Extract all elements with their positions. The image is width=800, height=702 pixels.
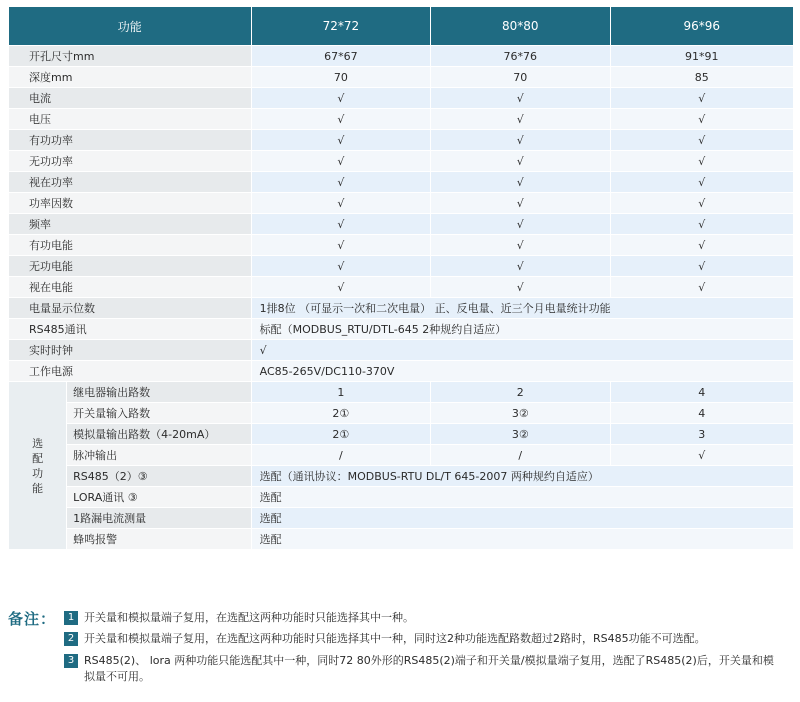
table-row — [9, 319, 793, 339]
row-label: 模拟量输出路数（4-20mA） — [67, 424, 250, 444]
table-row — [9, 382, 793, 402]
row-value: 4 — [611, 382, 793, 402]
table-row — [9, 361, 793, 381]
row-value: √ — [611, 445, 793, 465]
note-text: 开关量和模拟量端子复用，在选配这两种功能时只能选择其中一种。 — [84, 611, 414, 624]
row-value: √ — [611, 130, 793, 150]
row-label: 有功电能 — [9, 235, 251, 255]
row-label: 无功功率 — [9, 151, 251, 171]
table-row — [9, 214, 793, 234]
row-value: √ — [611, 235, 793, 255]
table-row — [9, 487, 793, 507]
row-value: √ — [611, 214, 793, 234]
row-label: 电量显示位数 — [9, 298, 251, 318]
row-value: 91*91 — [611, 46, 793, 66]
row-value: 85 — [611, 67, 793, 87]
row-value: √ — [611, 256, 793, 276]
row-value: 3② — [431, 403, 609, 423]
row-value: √ — [252, 256, 430, 276]
table-row — [9, 130, 793, 150]
table-row — [9, 445, 793, 465]
header-row — [9, 7, 793, 45]
header-96: 96*96 — [611, 7, 793, 45]
row-label: 深度mm — [9, 67, 251, 87]
row-value: 2① — [252, 424, 430, 444]
row-label: 工作电源 — [9, 361, 251, 381]
table-row — [9, 109, 793, 129]
row-label: 蜂鸣报警 — [67, 529, 250, 549]
note-number: 3 — [64, 654, 78, 668]
row-value: √ — [252, 214, 430, 234]
note-text: RS485(2)、 lora 两种功能只能选配其中一种，同时72 80外形的RS485(2)端子和开关量/模拟量端子复用，选配了RS485(2)后，开关量和模拟量不可用。 — [84, 654, 774, 683]
row-value: √ — [252, 109, 430, 129]
row-value-span: √ — [252, 340, 793, 360]
row-value: 1 — [252, 382, 430, 402]
row-value: √ — [431, 256, 609, 276]
optional-group-label — [9, 382, 66, 549]
row-value: √ — [431, 277, 609, 297]
row-value-span: 选配（通讯协议：MODBUS-RTU DL/T 645-2007 两种规约自适应） — [252, 466, 793, 486]
spec-table — [8, 6, 794, 550]
row-label: 开孔尺寸mm — [9, 46, 251, 66]
table-row — [9, 403, 793, 423]
header-80: 80*80 — [431, 7, 609, 45]
row-value: √ — [431, 130, 609, 150]
row-label: 脉冲输出 — [67, 445, 250, 465]
header-72: 72*72 — [252, 7, 430, 45]
row-value: / — [431, 445, 609, 465]
note-number: 1 — [64, 611, 78, 625]
row-value: 76*76 — [431, 46, 609, 66]
table-row — [9, 256, 793, 276]
row-value: 70 — [252, 67, 430, 87]
row-value: √ — [611, 172, 793, 192]
row-value: √ — [431, 88, 609, 108]
table-row — [9, 193, 793, 213]
row-value: 70 — [431, 67, 609, 87]
row-label: RS485通讯 — [9, 319, 251, 339]
row-value: √ — [611, 277, 793, 297]
row-value: √ — [252, 277, 430, 297]
table-row — [9, 529, 793, 549]
row-value: √ — [431, 172, 609, 192]
row-value-span: 选配 — [252, 508, 793, 528]
table-row — [9, 235, 793, 255]
row-value: 3② — [431, 424, 609, 444]
table-row — [9, 424, 793, 444]
row-value: √ — [252, 151, 430, 171]
row-value: 67*67 — [252, 46, 430, 66]
row-value-span: AC85-265V/DC110-370V — [252, 361, 793, 381]
notes-title: 备注： — [8, 610, 57, 628]
row-label: LORA通讯 ③ — [67, 487, 250, 507]
table-row — [9, 466, 793, 486]
table-row — [9, 67, 793, 87]
row-value: √ — [252, 172, 430, 192]
optional-group-text: 选配功能 — [32, 436, 44, 495]
row-value: √ — [431, 235, 609, 255]
row-value: 3 — [611, 424, 793, 444]
row-label: 开关量输入路数 — [67, 403, 250, 423]
row-value: 2 — [431, 382, 609, 402]
header-function: 功能 — [9, 7, 251, 45]
table-row — [9, 277, 793, 297]
row-label: 电压 — [9, 109, 251, 129]
row-value: √ — [431, 109, 609, 129]
row-label: 视在电能 — [9, 277, 251, 297]
note-item — [64, 610, 776, 626]
row-value-span: 选配 — [252, 529, 793, 549]
row-value: 4 — [611, 403, 793, 423]
row-value: √ — [431, 151, 609, 171]
note-item — [64, 631, 776, 647]
row-value: / — [252, 445, 430, 465]
table-row — [9, 151, 793, 171]
row-value: √ — [252, 193, 430, 213]
row-value: √ — [611, 151, 793, 171]
table-row — [9, 46, 793, 66]
table-row — [9, 172, 793, 192]
row-label: 电流 — [9, 88, 251, 108]
row-value: √ — [431, 193, 609, 213]
row-value-span: 标配（MODBUS_RTU/DTL-645 2种规约自适应） — [252, 319, 793, 339]
row-label: RS485（2）③ — [67, 466, 250, 486]
note-item — [64, 653, 776, 685]
row-value: √ — [611, 109, 793, 129]
row-value-span: 1排8位 （可显示一次和二次电量） 正、反电量、近三个月电量统计功能 — [252, 298, 793, 318]
row-value: √ — [252, 235, 430, 255]
table-row — [9, 88, 793, 108]
row-value: √ — [431, 214, 609, 234]
note-text: 开关量和模拟量端子复用，在选配这两种功能时只能选择其中一种，同时这2种功能选配路数超过2路时，RS485功能不可选配。 — [84, 632, 706, 645]
row-value: √ — [611, 88, 793, 108]
row-label: 有功功率 — [9, 130, 251, 150]
row-label: 1路漏电流测量 — [67, 508, 250, 528]
row-label: 视在功率 — [9, 172, 251, 192]
row-label: 功率因数 — [9, 193, 251, 213]
row-label: 实时时钟 — [9, 340, 251, 360]
row-value: √ — [252, 130, 430, 150]
row-label: 频率 — [9, 214, 251, 234]
row-value: 2① — [252, 403, 430, 423]
table-row — [9, 340, 793, 360]
note-number: 2 — [64, 632, 78, 646]
row-label: 无功电能 — [9, 256, 251, 276]
row-value: √ — [611, 193, 793, 213]
table-row — [9, 508, 793, 528]
row-value-span: 选配 — [252, 487, 793, 507]
table-row — [9, 298, 793, 318]
row-label: 继电器输出路数 — [67, 382, 250, 402]
row-value: √ — [252, 88, 430, 108]
